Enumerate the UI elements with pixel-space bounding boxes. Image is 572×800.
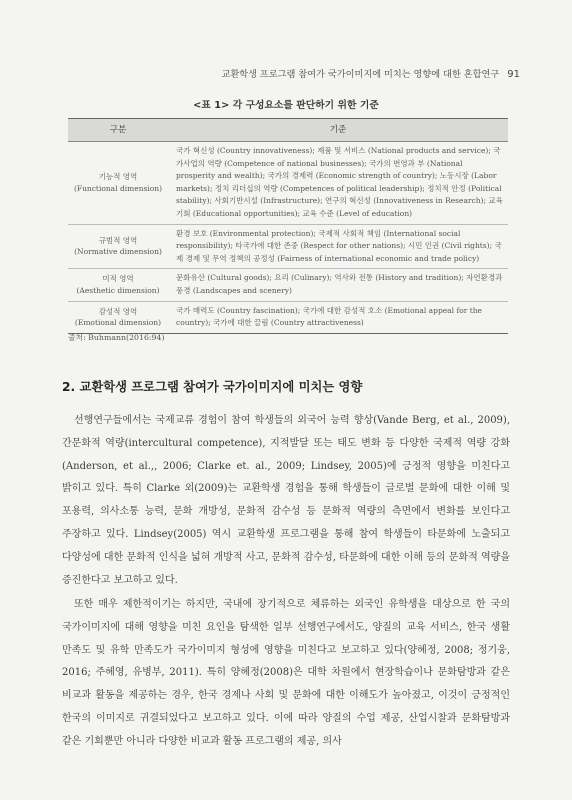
dimension-cell [68, 142, 168, 225]
dimension-cell [68, 224, 168, 269]
dimension-english: (Normative dimension) [74, 247, 162, 257]
table-row [68, 224, 508, 269]
page-number: 91 [507, 69, 520, 80]
table-source-note: 출처: Buhmann(2016:94) [68, 333, 165, 342]
column-header-category: 구분 [68, 119, 168, 142]
dimension-korean: 감성적 영역 [98, 306, 138, 316]
dimension-english: (Functional dimension) [73, 183, 163, 193]
table-row [68, 301, 508, 333]
criteria-cell: 국가 혁신성 (Country innovativeness); 제품 및 서비스 (National products and service); 국가사업의 역량 (Competence of national businesses); 국가의 번영과 부 (National prosperity and wealth); 국가의 경제력 (Economic strength of country); 노동시장 (Labor markets); 정치 리더십의 역량 (Competences of political leadership); 정치적 안정 (Political stability); 사회기반시설 (Infrastructure); 연구의 혁신성 (Innovativeness in Research); 교육 기회 (Educational opportunities); 교육 수준 (Level of education) [168, 142, 508, 225]
dimension-korean: 미적 영역 [102, 274, 134, 284]
dimension-english: (Emotional dimension) [74, 318, 162, 328]
dimension-cell [68, 269, 168, 301]
criteria-table [68, 118, 508, 334]
table-header-row [68, 119, 508, 142]
running-header [0, 66, 520, 80]
criteria-cell: 국가 매력도 (Country fascination); 국가에 대한 감성적 호소 (Emotional appeal for the country); 국가에 대한 끌림 (Country attractiveness) [168, 301, 508, 333]
body-paragraph-2: 또한 매우 제한적이기는 하지만, 국내에 장기적으로 체류하는 외국인 유학생을 대상으로 한 국의 국가이미지에 대해 영향을 미친 요인을 탐색한 일부 선행연구에서도, 양질의 교육 서비스, 한국 생활 만족도 및 유학 만족도가 국가이미지 형성에 영향을 미친다고 보고하고 있다(양혜정, 2008; 정기웅, 2016; 주혜영, 유병부, 2011). 특히 양혜정(2008)은 대학 차원에서 현장학습이나 문화탐방과 같은 비교과 활동을 제공하는 경우, 한국 경제나 사회 및 문화에 대한 이해도가 높아졌고, 이것이 긍정적인 한국의 이미지로 귀결되었다고 보고하고 있다. 이에 따라 양질의 수업 제공, 산업시찰과 문화탐방과 같은 기회뿐만 아니라 다양한 비교과 활동 프로그램의 제공, 의사 [62, 599, 510, 747]
column-header-criteria: 기준 [168, 119, 508, 142]
dimension-english: (Aesthetic dimension) [76, 285, 160, 295]
criteria-cell: 환경 보호 (Environmental protection); 국제적 사회적 책임 (International social responsibility); 타국가에 대한 존중 (Respect for other nations); 시민 인권 (Civil rights); 국제 경제 및 무역 정책의 공정성 (Fairness of international economic and trade policy) [168, 224, 508, 269]
section-heading: 2. 교환학생 프로그램 참여가 국가이미지에 미치는 영향 [62, 380, 363, 394]
dimension-cell [68, 301, 168, 333]
dimension-korean: 규범적 영역 [98, 235, 138, 245]
body-paragraph-1: 선행연구들에서는 국제교류 경험이 참여 학생들의 외국어 능력 향상(Vande Berg, et al., 2009), 간문화적 역량(intercultural competence), 지적발달 또는 태도 변화 등 다양한 국제적 역량 강화(Anderson, et al.,, 2006; Clarke et. al., 2009; Lindsey, 2005)에 긍정적 영향을 미친다고 밝히고 있다. 특히 Clarke 외(2009)는 교환학생 경험을 통해 학생들이 글로벌 문화에 대한 이해 및 포용력, 의사소통 능력, 문화 개방성, 문화적 감수성 등 문화적 역량의 측면에서 변화를 보인다고 주장하고 있다. Lindsey(2005) 역시 교환학생 프로그램을 통해 참여 학생들이 타문화에 노출되고 다양성에 대한 문화적 인식을 넓혀 개방적 사고, 문화적 감수성, 타문화에 대한 이해 등의 문화적 역량을 증진한다고 보고하고 있다. [62, 415, 510, 586]
running-title: 교환학생 프로그램 참여가 국가이미지에 미치는 영향에 대한 혼합연구 [221, 69, 500, 80]
table-caption: <표 1> 각 구성요소를 판단하기 위한 기준 [193, 100, 379, 111]
dimension-korean: 기능적 영역 [98, 172, 138, 182]
table-row [68, 142, 508, 225]
criteria-cell: 문화유산 (Cultural goods); 요리 (Culinary); 역사와 전통 (History and tradition); 자연환경과 풍경 (Landscapes and scenery) [168, 269, 508, 301]
table-row [68, 269, 508, 301]
